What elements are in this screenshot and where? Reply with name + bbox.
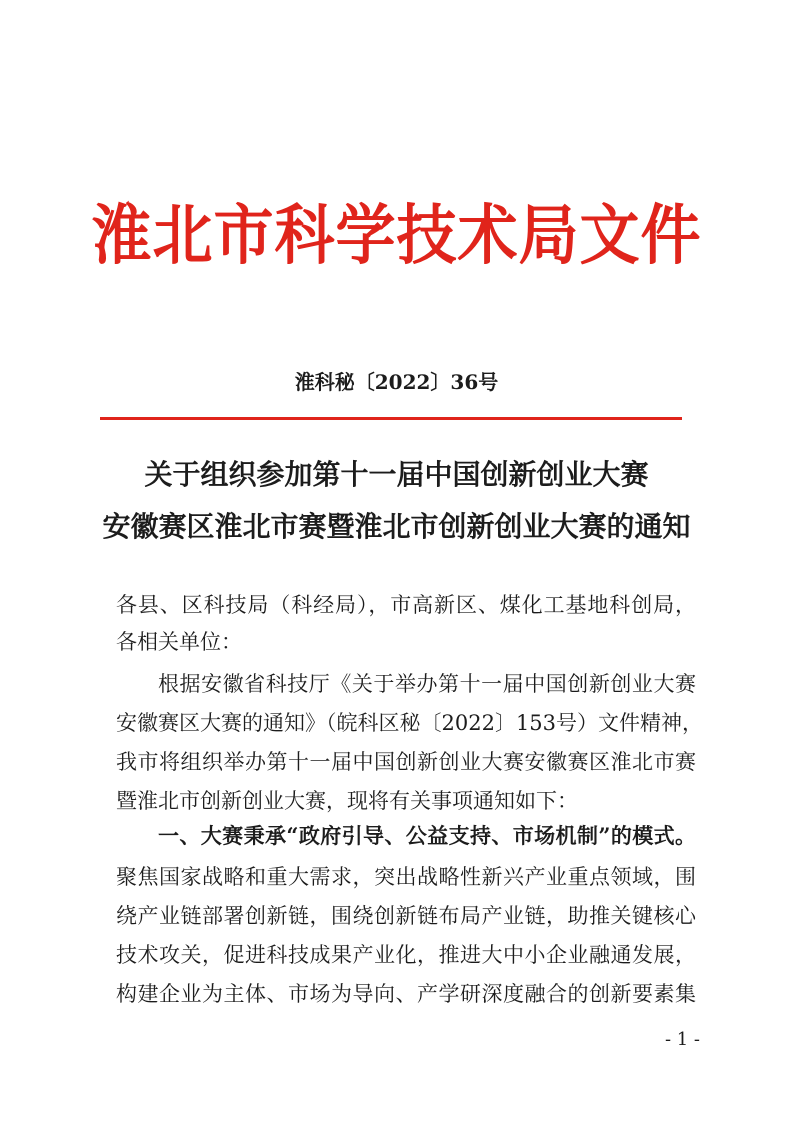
notice-title-line-2: 安徽赛区淮北市赛暨淮北市创新创业大赛的通知 [102, 510, 691, 543]
paragraph-line: 聚焦国家战略和重大需求，突出战略性新兴产业重点领域，围 [116, 865, 696, 889]
paragraph-line: 技术攻关，促进科技成果产业化，推进大中小企业融通发展， [116, 943, 696, 967]
salutation-line-2: 各相关单位： [116, 630, 242, 654]
paragraph-line: 我市将组织举办第十一届中国创新创业大赛安徽赛区淮北市赛 [116, 750, 696, 774]
document-header-title: 淮北市科学技术局文件 [91, 198, 702, 274]
page-number: - 1 - [664, 1029, 700, 1050]
paragraph-line: 根据安徽省科技厅《关于举办第十一届中国创新创业大赛 [158, 672, 696, 696]
red-divider-rule [100, 417, 682, 420]
paragraph-line: 暨淮北市创新创业大赛，现将有关事项通知如下： [116, 789, 578, 813]
paragraph-line: 安徽赛区大赛的通知》（皖科区秘〔2022〕153号）文件精神， [116, 711, 704, 735]
salutation-line-1: 各县、区科技局（科经局），市高新区、煤化工基地科创局， [116, 593, 696, 617]
paragraph-line: 绕产业链部署创新链，围绕创新链布局产业链，助推关键核心 [116, 904, 696, 928]
document-number: 淮科秘〔2022〕36号 [294, 370, 499, 394]
paragraph-line: 构建企业为主体、市场为导向、产学研深度融合的创新要素集 [116, 982, 696, 1006]
section-heading-line: 一、大赛秉承“政府引导、公益支持、市场机制”的模式。 [158, 823, 696, 848]
notice-title-line-1: 关于组织参加第十一届中国创新创业大赛 [144, 458, 649, 491]
